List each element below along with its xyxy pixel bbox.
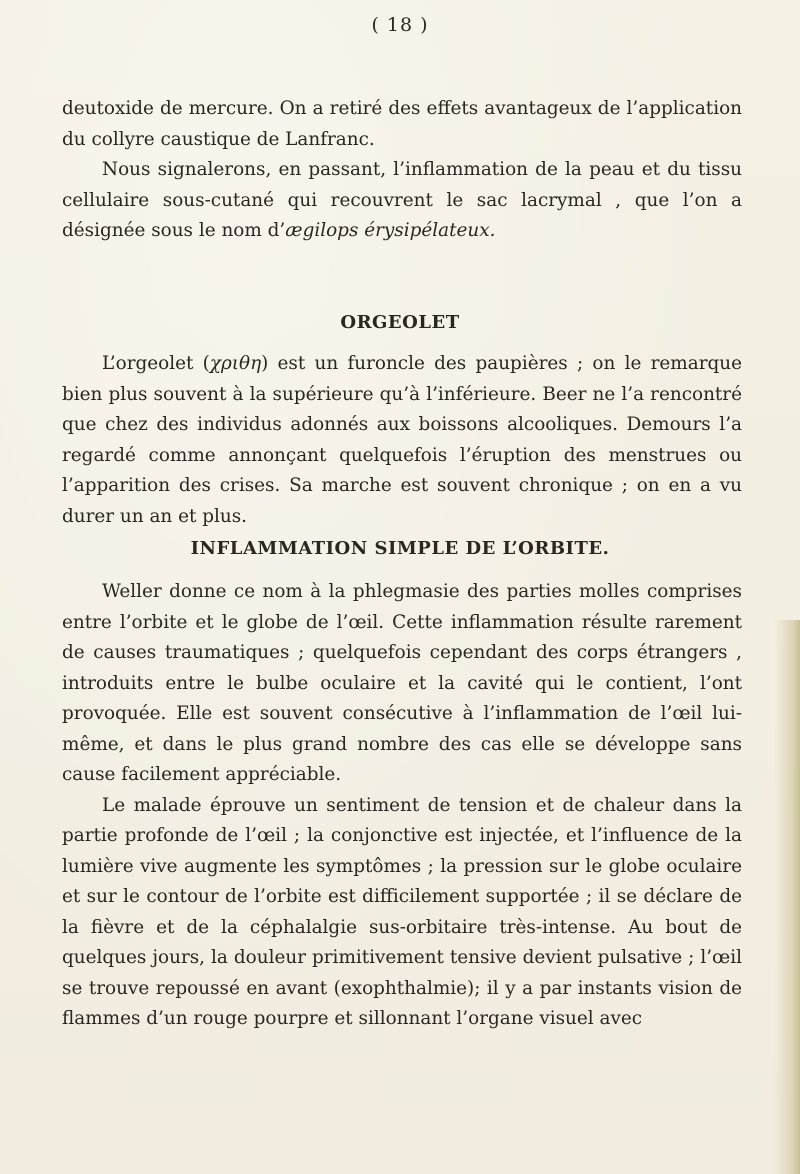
aegilops-term: ægilops érysipélateux. bbox=[285, 220, 496, 241]
section-inflammation bbox=[62, 577, 742, 1035]
paragraph-symptoms: Le malade éprouve un sentiment de tension et de chaleur dans la partie profonde de l’œil ; la conjonctive est injectée, et l’influence de la lumière vive augmente les symptômes ; la pression sur le globe oculaire et sur le contour de l’orbite est difficilement supportée ; il se déclare de la fièvre et de la céphalalgie sus-orbitaire très-intense. Au bout de quelques jours, la douleur primitivement tensive devient pulsative ; l’œil se trouve repoussé en avant (exophthalmie); il y a par instants vision de flammes d’un rouge pourpre et sillonnant l’organe visuel avec bbox=[62, 794, 742, 1029]
orgeolet-body: ) est un furoncle des paupières ; on le remarque bien plus souvent à la supérieure qu’à l’inférieure. Beer ne l’a rencontré que chez des individus adonnés aux boissons alcooliques. Demours l’a regardé comme annonçant quelquefois l’éruption des menstrues ou l’apparition des crises. Sa marche est souvent chronique ; on en a vu durer un an et plus. bbox=[62, 353, 742, 527]
paragraph-weller: Weller donne ce nom à la phlegmasie des parties molles comprises entre l’orbite et le globe de l’œil. Cette inflammation résulte rarement de causes traumatiques ; quelquefois cependant des corps étrangers , introduits entre le bulbe oculaire et la cavité qui le contient, l’ont provoquée. Elle est souvent consécutive à l’inflammation de l’œil lui-même, et dans le plus grand nombre des cas elle se développe sans cause facilement appréciable. bbox=[62, 581, 742, 785]
paragraph-intro bbox=[62, 94, 742, 247]
section-orgeolet bbox=[62, 349, 742, 532]
heading-orgeolet: ORGEOLET bbox=[340, 312, 460, 333]
orgeolet-lead: L’orgeolet ( bbox=[102, 353, 210, 374]
paragraph-aegilops-text: Nous signalerons, en passant, l’inflammation de la peau et du tissu cellulaire sous-cutané qui recouvrent le sac lacrymal , que l’on a désignée sous le nom d’ bbox=[62, 159, 742, 241]
paragraph-orgeolet bbox=[62, 349, 742, 532]
paragraph-aegilops bbox=[62, 155, 742, 247]
heading-inflammation-orbite: INFLAMMATION SIMPLE DE L’ORBITE. bbox=[190, 538, 610, 559]
page-number: ( 18 ) bbox=[371, 14, 429, 36]
greek-term: χριθη bbox=[209, 353, 262, 374]
page-edge-stain bbox=[774, 620, 800, 1174]
paragraph-collyre: deutoxide de mercure. On a retiré des effets avantageux de l’application du collyre caustique de Lanfranc. bbox=[62, 98, 742, 150]
